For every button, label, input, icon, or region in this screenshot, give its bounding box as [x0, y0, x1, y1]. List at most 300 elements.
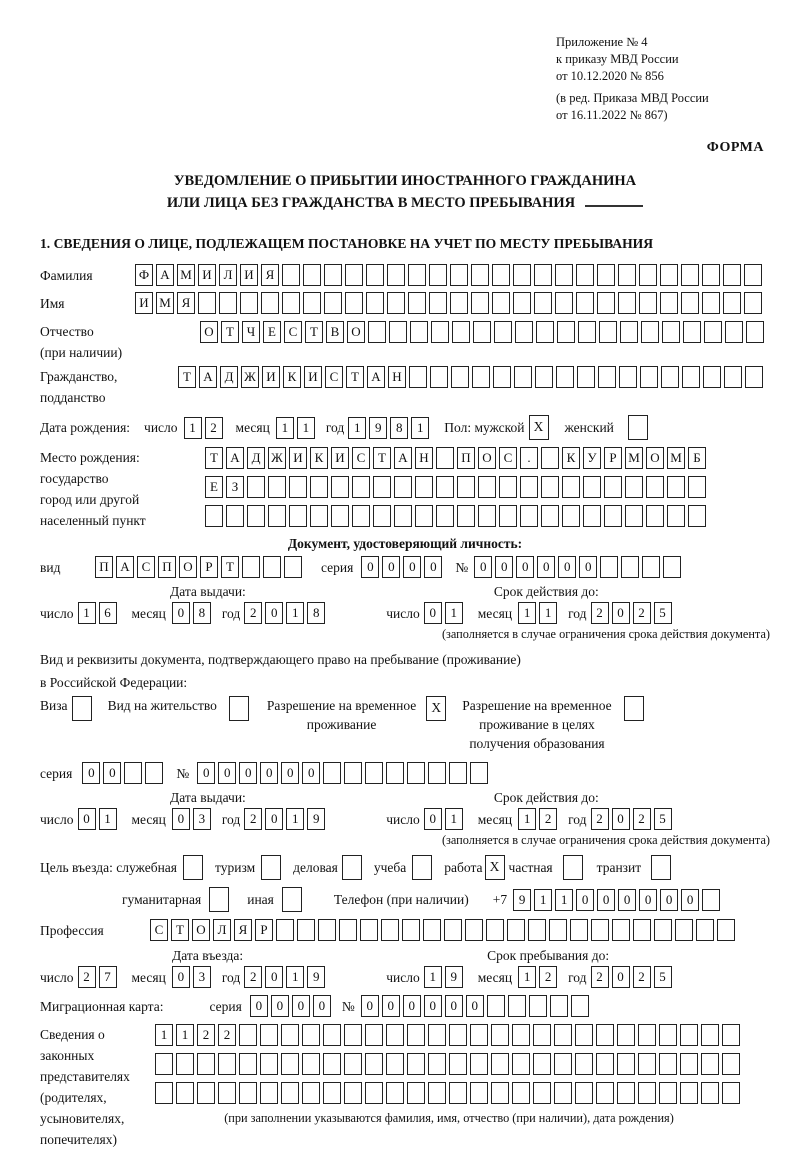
valid-until-label: Срок действия до:	[493, 790, 599, 805]
char-box-empty	[344, 1082, 362, 1104]
char-box-empty	[198, 292, 216, 314]
char-box-empty	[491, 1082, 509, 1104]
birth-place-label	[40, 447, 205, 531]
char-box-filled: Т	[221, 556, 239, 578]
char-box-filled: Ф	[135, 264, 153, 286]
char-box-empty	[536, 321, 554, 343]
char-box-empty	[281, 1082, 299, 1104]
legal-representatives-cells	[155, 1024, 743, 1126]
form-text-line: получения образования	[469, 736, 605, 751]
birth-place-line-3	[205, 505, 709, 527]
char-box-filled: 0	[495, 556, 513, 578]
char-box-empty	[408, 264, 426, 286]
char-box-filled: 0	[660, 889, 678, 911]
doc-series-label: серия	[321, 559, 354, 575]
char-box-filled: 0	[516, 556, 534, 578]
validity-note: (заполняется в случае ограничения срока действия документа)	[441, 833, 770, 847]
char-box-filled: 8	[307, 602, 325, 624]
char-box-empty	[176, 1082, 194, 1104]
char-box-empty	[682, 366, 700, 388]
char-box-empty	[282, 292, 300, 314]
char-box-empty	[598, 366, 616, 388]
char-box-filled: 0	[382, 995, 400, 1017]
char-box-filled: А	[116, 556, 134, 578]
migration-card-row	[40, 995, 770, 1017]
char-box-empty	[724, 366, 742, 388]
char-box-empty	[260, 1024, 278, 1046]
char-box-empty	[667, 476, 685, 498]
given-name-row	[40, 292, 770, 314]
surname-label: Фамилия	[40, 267, 93, 283]
char-box-filled: Т	[205, 447, 223, 469]
phone-label: Телефон (при наличии)	[333, 892, 469, 907]
char-box-empty	[633, 919, 651, 941]
char-box-filled: .	[520, 447, 538, 469]
char-box-empty	[491, 1024, 509, 1046]
char-box-empty	[577, 366, 595, 388]
char-box-empty	[282, 264, 300, 286]
issue-date-label: Дата выдачи:	[170, 790, 246, 805]
char-box-filled: 0	[265, 808, 283, 830]
char-box-filled: В	[326, 321, 344, 343]
char-box-empty	[407, 1024, 425, 1046]
surname-cells	[135, 264, 765, 286]
char-box-empty	[423, 919, 441, 941]
char-box-empty	[365, 1053, 383, 1075]
char-box-filled: 8	[193, 602, 211, 624]
purpose-work-label: работа	[444, 860, 483, 875]
char-box-empty	[205, 505, 223, 527]
char-box-empty	[600, 556, 618, 578]
char-box-empty	[409, 366, 427, 388]
char-box-empty	[562, 505, 580, 527]
char-box-empty	[533, 1053, 551, 1075]
field-label-line: (при наличии)	[40, 345, 123, 360]
char-box-empty	[310, 505, 328, 527]
year-label: год	[221, 811, 241, 827]
char-box-filled: О	[347, 321, 365, 343]
title-blank-line	[585, 205, 643, 207]
char-box-filled: М	[667, 447, 685, 469]
char-box-empty	[386, 762, 404, 784]
birth-date-row	[40, 415, 770, 440]
char-box-filled: С	[284, 321, 302, 343]
char-box-filled: 0	[82, 762, 100, 784]
char-box-filled: Т	[373, 447, 391, 469]
char-box-filled: 1	[297, 417, 315, 439]
char-box-filled: 1	[155, 1024, 173, 1046]
char-box-empty	[550, 995, 568, 1017]
purpose-other-label: иная	[247, 892, 274, 907]
char-box-empty	[512, 1024, 530, 1046]
char-box-filled: 0	[292, 995, 310, 1017]
migration-series-cells	[250, 995, 334, 1017]
residence-doc-text-1: Вид и реквизиты документа, подтверждающего право на пребывание (проживание)	[40, 652, 521, 667]
char-box-empty	[431, 321, 449, 343]
char-box-empty	[619, 366, 637, 388]
char-box-filled: 0	[78, 808, 96, 830]
char-box-empty	[663, 556, 681, 578]
validity-note: (заполняется в случае ограничения срока действия документа)	[441, 627, 770, 641]
char-box-filled: Я	[177, 292, 195, 314]
form-text-line: проживание в целях	[479, 717, 595, 732]
given-name-cells	[135, 292, 765, 314]
char-box-filled: Ж	[268, 447, 286, 469]
char-box-filled: Н	[388, 366, 406, 388]
char-box-empty	[703, 366, 721, 388]
char-box-empty	[303, 292, 321, 314]
char-box-filled: 7	[99, 966, 117, 988]
char-box-filled: П	[158, 556, 176, 578]
char-box-filled: 0	[250, 995, 268, 1017]
char-box-empty	[352, 505, 370, 527]
field-label-line: (родителях,	[40, 1090, 107, 1105]
char-box-filled: 0	[403, 995, 421, 1017]
char-box-filled: 5	[654, 808, 672, 830]
entry-month-cells	[172, 966, 214, 988]
char-box-empty	[597, 292, 615, 314]
char-box-filled: 2	[197, 1024, 215, 1046]
char-box-empty	[642, 556, 660, 578]
char-box-empty	[493, 366, 511, 388]
field-label-line: подданство	[40, 390, 106, 405]
char-box-filled: 3	[193, 966, 211, 988]
birth-place-cells	[205, 447, 709, 534]
char-box-filled: 0	[576, 889, 594, 911]
char-box-filled: Е	[205, 476, 223, 498]
checkbox-business	[342, 855, 362, 880]
visa-label: Виза	[40, 698, 68, 713]
char-box-empty	[465, 919, 483, 941]
char-box-filled: 0	[260, 762, 278, 784]
residence-doc-series-row	[40, 762, 770, 784]
char-box-filled: Л	[219, 264, 237, 286]
char-box-filled: 2	[244, 808, 262, 830]
char-box-empty	[471, 292, 489, 314]
char-box-empty	[723, 292, 741, 314]
char-box-empty	[620, 321, 638, 343]
char-box-empty	[457, 476, 475, 498]
char-box-empty	[555, 292, 573, 314]
doc-valid-year-cells	[591, 602, 675, 624]
char-box-empty	[218, 1053, 236, 1075]
char-box-filled: А	[394, 447, 412, 469]
char-box-filled: Т	[221, 321, 239, 343]
char-box-empty	[407, 1082, 425, 1104]
char-box-empty	[744, 292, 762, 314]
checkbox-humanitarian	[209, 887, 229, 912]
char-box-empty	[701, 1082, 719, 1104]
day-label: число	[40, 811, 74, 827]
char-box-filled: 0	[271, 995, 289, 1017]
char-box-empty	[281, 1024, 299, 1046]
migration-number-cells	[361, 995, 592, 1017]
char-box-filled: З	[226, 476, 244, 498]
char-box-filled: 0	[172, 602, 190, 624]
checkbox-private	[563, 855, 583, 880]
field-label-line: Гражданство,	[40, 369, 118, 384]
legal-rep-line-1	[155, 1024, 743, 1046]
char-box-empty	[641, 321, 659, 343]
char-box-empty	[303, 264, 321, 286]
char-box-empty	[373, 476, 391, 498]
char-box-empty	[596, 1024, 614, 1046]
char-box-filled: 0	[265, 966, 283, 988]
char-box-empty	[450, 292, 468, 314]
char-box-empty	[596, 1082, 614, 1104]
char-box-empty	[639, 292, 657, 314]
char-box-empty	[155, 1082, 173, 1104]
char-box-empty	[408, 292, 426, 314]
char-box-empty	[387, 264, 405, 286]
char-box-empty	[260, 1053, 278, 1075]
residence-validity-note-row	[40, 831, 770, 850]
checkbox-visa	[72, 696, 92, 721]
char-box-empty	[513, 264, 531, 286]
char-box-empty	[428, 1053, 446, 1075]
char-box-filled: 1	[539, 602, 557, 624]
char-box-filled: 1	[184, 417, 202, 439]
stay-day-cells	[424, 966, 466, 988]
char-box-empty	[680, 1082, 698, 1104]
char-box-empty	[512, 1082, 530, 1104]
char-box-filled: 2	[205, 417, 223, 439]
char-box-empty	[660, 264, 678, 286]
month-label: месяц	[235, 420, 270, 435]
char-box-empty	[451, 366, 469, 388]
header-note-line: от 10.12.2020 № 856	[556, 69, 664, 83]
char-box-filled: М	[156, 292, 174, 314]
month-label: месяц	[131, 811, 166, 827]
char-box-empty	[688, 505, 706, 527]
char-box-filled: Р	[604, 447, 622, 469]
char-box-empty	[247, 476, 265, 498]
checkbox-official	[183, 855, 203, 880]
char-box-empty	[470, 1024, 488, 1046]
doc-type-row	[40, 556, 770, 578]
char-box-empty	[688, 476, 706, 498]
char-box-filled: О	[646, 447, 664, 469]
char-box-filled: 2	[591, 966, 609, 988]
char-box-empty	[659, 1053, 677, 1075]
char-box-filled: 1	[424, 966, 442, 988]
char-box-empty	[508, 995, 526, 1017]
char-box-filled: О	[179, 556, 197, 578]
char-box-empty	[366, 264, 384, 286]
year-label: год	[568, 969, 587, 985]
char-box-filled: 2	[78, 966, 96, 988]
char-box-filled: 0	[103, 762, 121, 784]
char-box-filled: 0	[403, 556, 421, 578]
issue-date-label: Дата выдачи:	[170, 584, 246, 599]
residence-permit-label: Вид на жительство	[107, 698, 217, 713]
char-box-empty	[487, 995, 505, 1017]
forma-heading: ФОРМА	[706, 140, 764, 155]
char-box-empty	[470, 1082, 488, 1104]
phone-cells	[513, 889, 723, 911]
field-label-line: попечителях)	[40, 1132, 117, 1147]
char-box-empty	[662, 321, 680, 343]
char-box-filled: И	[289, 447, 307, 469]
char-box-empty	[486, 919, 504, 941]
char-box-filled: 0	[537, 556, 555, 578]
char-box-empty	[625, 505, 643, 527]
doc-issue-year-cells	[244, 602, 328, 624]
char-box-empty	[745, 366, 763, 388]
patronymic-label	[40, 321, 200, 363]
form-text-line: Разрешение на временное	[266, 698, 417, 713]
char-box-empty	[429, 292, 447, 314]
purpose-tourism-label: туризм	[215, 860, 256, 875]
residence-dates-row	[40, 808, 770, 830]
char-box-filled: 0	[265, 602, 283, 624]
birth-year-cells	[348, 417, 432, 439]
birth-month-cells	[276, 417, 318, 439]
char-box-empty	[260, 1082, 278, 1104]
char-box-filled: 0	[612, 602, 630, 624]
char-box-empty	[638, 1024, 656, 1046]
char-box-empty	[646, 476, 664, 498]
char-box-empty	[478, 476, 496, 498]
char-box-empty	[263, 556, 281, 578]
char-box-empty	[618, 264, 636, 286]
char-box-filled: 0	[281, 762, 299, 784]
header-note-line: к приказу МВД России	[556, 52, 679, 66]
char-box-empty	[520, 505, 538, 527]
checkbox-male: X	[529, 415, 549, 440]
residence-doc-text-2: в Российской Федерации:	[40, 675, 188, 690]
valid-until-label: Срок действия до:	[493, 584, 599, 599]
char-box-filled: Т	[171, 919, 189, 941]
char-box-empty	[499, 505, 517, 527]
residence-issue-month-cells	[172, 808, 214, 830]
form-title	[40, 170, 770, 214]
char-box-filled: 1	[445, 808, 463, 830]
birth-place-line-1	[205, 447, 709, 469]
char-box-empty	[428, 762, 446, 784]
char-box-empty	[323, 762, 341, 784]
year-label: год	[221, 605, 241, 621]
char-box-filled: 1	[99, 808, 117, 830]
char-box-filled: 2	[244, 602, 262, 624]
char-box-filled: А	[367, 366, 385, 388]
checkbox-other	[282, 887, 302, 912]
char-box-empty	[680, 1024, 698, 1046]
char-box-empty	[520, 476, 538, 498]
month-label: месяц	[477, 969, 513, 985]
char-box-filled: 1	[286, 602, 304, 624]
char-box-filled: 2	[244, 966, 262, 988]
char-box-filled: 2	[539, 808, 557, 830]
gender-male-label: Пол: мужской	[444, 420, 525, 435]
surname-row	[40, 264, 770, 286]
number-label: №	[341, 998, 355, 1014]
char-box-empty	[722, 1053, 740, 1075]
doc-number-cells	[474, 556, 684, 578]
patronymic-cells	[200, 321, 767, 343]
char-box-empty	[124, 762, 142, 784]
doc-series-cells	[361, 556, 445, 578]
char-box-filled: Т	[305, 321, 323, 343]
char-box-empty	[625, 476, 643, 498]
char-box-filled: И	[262, 366, 280, 388]
phone-prefix: +7	[492, 892, 508, 907]
char-box-empty	[541, 505, 559, 527]
residence-valid-month-cells	[518, 808, 560, 830]
form-text-line: проживание	[306, 717, 377, 732]
char-box-empty	[218, 1082, 236, 1104]
char-box-empty	[297, 919, 315, 941]
char-box-empty	[302, 1024, 320, 1046]
char-box-empty	[428, 1082, 446, 1104]
char-box-filled: У	[583, 447, 601, 469]
grid-caption: (при заполнении указываются фамилия, имя, отчество (при наличии), дата рождения)	[224, 1111, 674, 1125]
char-box-empty	[344, 1053, 362, 1075]
char-box-filled: 0	[474, 556, 492, 578]
header-note	[556, 34, 770, 124]
residence-issue-year-cells	[244, 808, 328, 830]
char-box-empty	[240, 292, 258, 314]
char-box-filled: 1	[518, 808, 536, 830]
char-box-empty	[512, 1053, 530, 1075]
day-label: число	[40, 969, 74, 985]
char-box-filled: 9	[307, 808, 325, 830]
char-box-empty	[331, 476, 349, 498]
char-box-empty	[661, 366, 679, 388]
char-box-filled: Я	[261, 264, 279, 286]
number-label: №	[176, 765, 190, 781]
char-box-filled: 0	[445, 995, 463, 1017]
char-box-empty	[638, 1053, 656, 1075]
char-box-empty	[366, 292, 384, 314]
char-box-filled: 0	[361, 995, 379, 1017]
char-box-filled: 8	[390, 417, 408, 439]
char-box-empty	[599, 321, 617, 343]
checkbox-tourism	[261, 855, 281, 880]
doc-type-cells	[95, 556, 305, 578]
stay-month-cells	[518, 966, 560, 988]
char-box-filled: 2	[591, 808, 609, 830]
residence-number-cells	[197, 762, 491, 784]
char-box-empty	[268, 505, 286, 527]
char-box-empty	[723, 264, 741, 286]
char-box-empty	[430, 366, 448, 388]
birth-day-cells	[184, 417, 226, 439]
entry-dates-labels-row	[40, 946, 770, 965]
char-box-empty	[239, 1082, 257, 1104]
char-box-empty	[492, 264, 510, 286]
char-box-filled: Н	[415, 447, 433, 469]
char-box-empty	[528, 919, 546, 941]
stay-year-cells	[591, 966, 675, 988]
char-box-filled: 0	[172, 966, 190, 988]
char-box-filled: 0	[466, 995, 484, 1017]
char-box-filled: 0	[618, 889, 636, 911]
residence-type-row	[40, 696, 770, 753]
month-label: месяц	[131, 969, 166, 985]
char-box-filled: К	[310, 447, 328, 469]
char-box-filled: А	[156, 264, 174, 286]
header-note-line: (в ред. Приказа МВД России	[556, 91, 709, 105]
char-box-empty	[576, 264, 594, 286]
char-box-empty	[302, 1082, 320, 1104]
header-note-line: от 16.11.2022 № 867)	[556, 108, 668, 122]
char-box-empty	[176, 1053, 194, 1075]
char-box-empty	[596, 1053, 614, 1075]
char-box-empty	[197, 1053, 215, 1075]
char-box-empty	[386, 1082, 404, 1104]
char-box-empty	[449, 1024, 467, 1046]
